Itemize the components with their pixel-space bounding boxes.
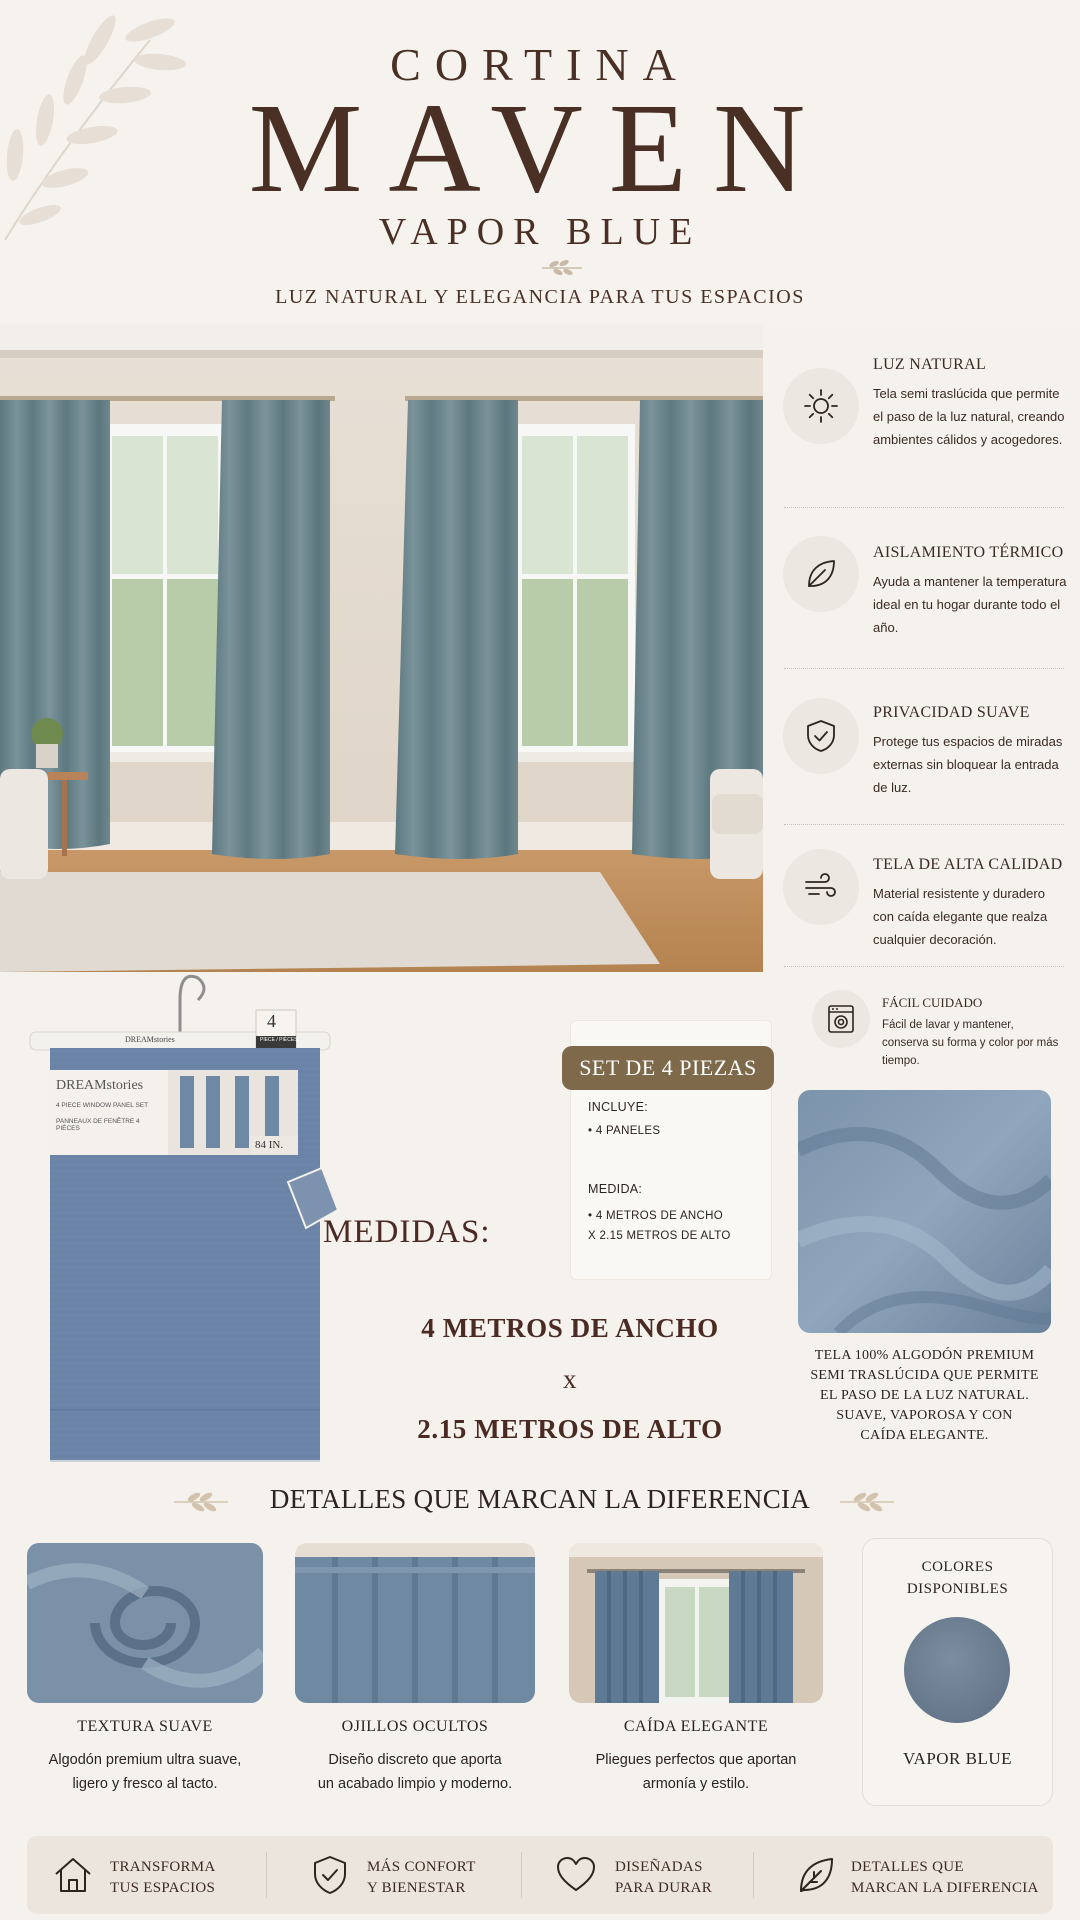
medidas-label: MEDIDAS: [323, 1214, 491, 1250]
divider [784, 507, 1064, 508]
texture-image [27, 1543, 263, 1703]
measure-label: MEDIDA: [588, 1182, 643, 1196]
color-swatch-vapor-blue[interactable] [904, 1617, 1010, 1723]
piece-count-caption: PIECE / PIÈCES [260, 1037, 298, 1043]
height-measure: 2.15 METROS DE ALTO [417, 1414, 723, 1444]
card-text-line: Pliegues perfectos que aportan [595, 1752, 797, 1768]
measure-line2: X 2.15 METROS DE ALTO [588, 1230, 731, 1242]
piece-count: 4 [267, 1011, 276, 1031]
benefit-line: MÁS CONFORT [367, 1859, 476, 1875]
features-list [780, 324, 1070, 984]
benefit-line: DISEÑADAS [615, 1859, 703, 1875]
benefit-text [367, 1857, 476, 1899]
card-text-line: ligero y fresco al tacto. [72, 1776, 218, 1792]
fabric-closeup-image [798, 1090, 1051, 1333]
fabric-desc-line: SUAVE, VAPOROSA Y CON [836, 1408, 1013, 1423]
details-title: DETALLES QUE MARCAN LA DIFERENCIA [269, 1484, 811, 1514]
card-title: TEXTURA SUAVE [77, 1718, 213, 1735]
leaf-icon [783, 536, 859, 612]
colors-title-line: COLORES [921, 1559, 994, 1575]
card-text [290, 1748, 540, 1796]
colors-title [862, 1556, 1053, 1600]
hanger-brand: DREAMstories [125, 1035, 175, 1044]
card-text [20, 1748, 270, 1796]
card-text-line: Algodón premium ultra suave, [48, 1752, 242, 1768]
benefit-text [110, 1857, 216, 1899]
colors-title-line: DISPONIBLES [906, 1581, 1009, 1597]
feature-text: Ayuda a mantener la temperatura ideal en tu hogar durante todo el año. [873, 574, 1067, 635]
measure-line1: • 4 METROS DE ANCHO [588, 1210, 723, 1222]
feature-title: LUZ NATURAL [873, 356, 987, 373]
card-text [565, 1748, 827, 1796]
shield-check-icon [783, 698, 859, 774]
fabric-desc-line: TELA 100% ALGODÓN PREMIUM [814, 1348, 1035, 1363]
feature-title: AISLAMIENTO TÉRMICO [873, 544, 1064, 561]
hidden-grommets-image [295, 1543, 535, 1703]
color-name: VAPOR BLUE [378, 211, 702, 253]
wind-icon [783, 849, 859, 925]
product-name: MAVEN [248, 77, 832, 219]
card-title: OJILLOS OCULTOS [341, 1718, 489, 1735]
package-desc-fr: PANNEAUX DE FENÊTRE 4 PIÈCES [56, 1118, 140, 1132]
heart-icon [555, 1854, 597, 1896]
size-badge: 84 IN. [255, 1139, 284, 1151]
divider [784, 966, 1064, 967]
benefit-line: PARA DURAR [615, 1880, 713, 1896]
header [0, 0, 1080, 322]
card-text-line: Diseño discreto que aporta [328, 1752, 502, 1768]
by-sign: x [562, 1364, 578, 1394]
sun-icon [783, 368, 859, 444]
card-text-line: un acabado limpio y moderno. [317, 1776, 513, 1792]
divider [753, 1852, 754, 1898]
swatch-name: VAPOR BLUE [902, 1749, 1013, 1768]
feature-title: TELA DE ALTA CALIDAD [873, 856, 1063, 873]
divider [521, 1852, 522, 1898]
benefit-line: Y BIENESTAR [367, 1880, 466, 1896]
includes-value: • 4 PANELES [588, 1125, 661, 1137]
room-scene-image [0, 324, 763, 972]
feature-text: Tela semi traslúcida que permite el paso de la luz natural, creando ambientes cálidos y acogedores. [873, 386, 1065, 447]
shield-check-icon [309, 1854, 351, 1896]
feature-text: Protege tus espacios de miradas externas sin bloquear la entrada de luz. [873, 734, 1063, 795]
feature-title: PRIVACIDAD SUAVE [873, 704, 1030, 721]
benefit-line: DETALLES QUE [851, 1859, 964, 1875]
washing-machine-icon [812, 990, 870, 1048]
fabric-desc-line: CAÍDA ELEGANTE. [860, 1428, 989, 1443]
benefit-text [615, 1857, 712, 1899]
benefit-text [851, 1857, 1039, 1899]
card-text-line: armonía y estilo. [642, 1776, 750, 1792]
set-badge: SET DE 4 PIEZAS [562, 1046, 774, 1090]
home-icon [52, 1854, 94, 1896]
subtitle: LUZ NATURAL Y ELEGANCIA PARA TUS ESPACIOS [275, 286, 805, 308]
leaf-ornament-right-icon [838, 1492, 896, 1512]
package-image [20, 970, 340, 1470]
fabric-desc-line: SEMI TRASLÚCIDA QUE PERMITE [810, 1368, 1039, 1383]
care-title: FÁCIL CUIDADO [882, 995, 983, 1010]
leaf-icon [795, 1854, 837, 1896]
elegant-drape-image [569, 1543, 823, 1703]
width-measure: 4 METROS DE ANCHO [421, 1313, 719, 1343]
divider [784, 668, 1064, 669]
divider [266, 1852, 267, 1898]
fabric-description [782, 1346, 1067, 1446]
care-text: Fácil de lavar y mantener, conserva su forma y color por más tiempo. [882, 1019, 1059, 1067]
feature-text: Material resistente y duradero con caída elegante que realza cualquier decoración. [873, 886, 1048, 947]
benefit-line: TRANSFORMA [110, 1859, 216, 1875]
package-brand: DREAMstories [56, 1078, 144, 1093]
package-desc: 4 PIECE WINDOW PANEL SET [56, 1102, 149, 1109]
benefit-line: TUS ESPACIOS [110, 1880, 216, 1896]
includes-label: INCLUYE: [588, 1100, 649, 1114]
leaf-divider-icon [540, 258, 584, 278]
benefit-line: MARCAN LA DIFERENCIA [851, 1880, 1039, 1896]
card-title: CAÍDA ELEGANTE [623, 1718, 769, 1735]
title-line1: CORTINA [390, 39, 690, 90]
fabric-desc-line: EL PASO DE LA LUZ NATURAL. [820, 1388, 1029, 1403]
divider [784, 824, 1064, 825]
